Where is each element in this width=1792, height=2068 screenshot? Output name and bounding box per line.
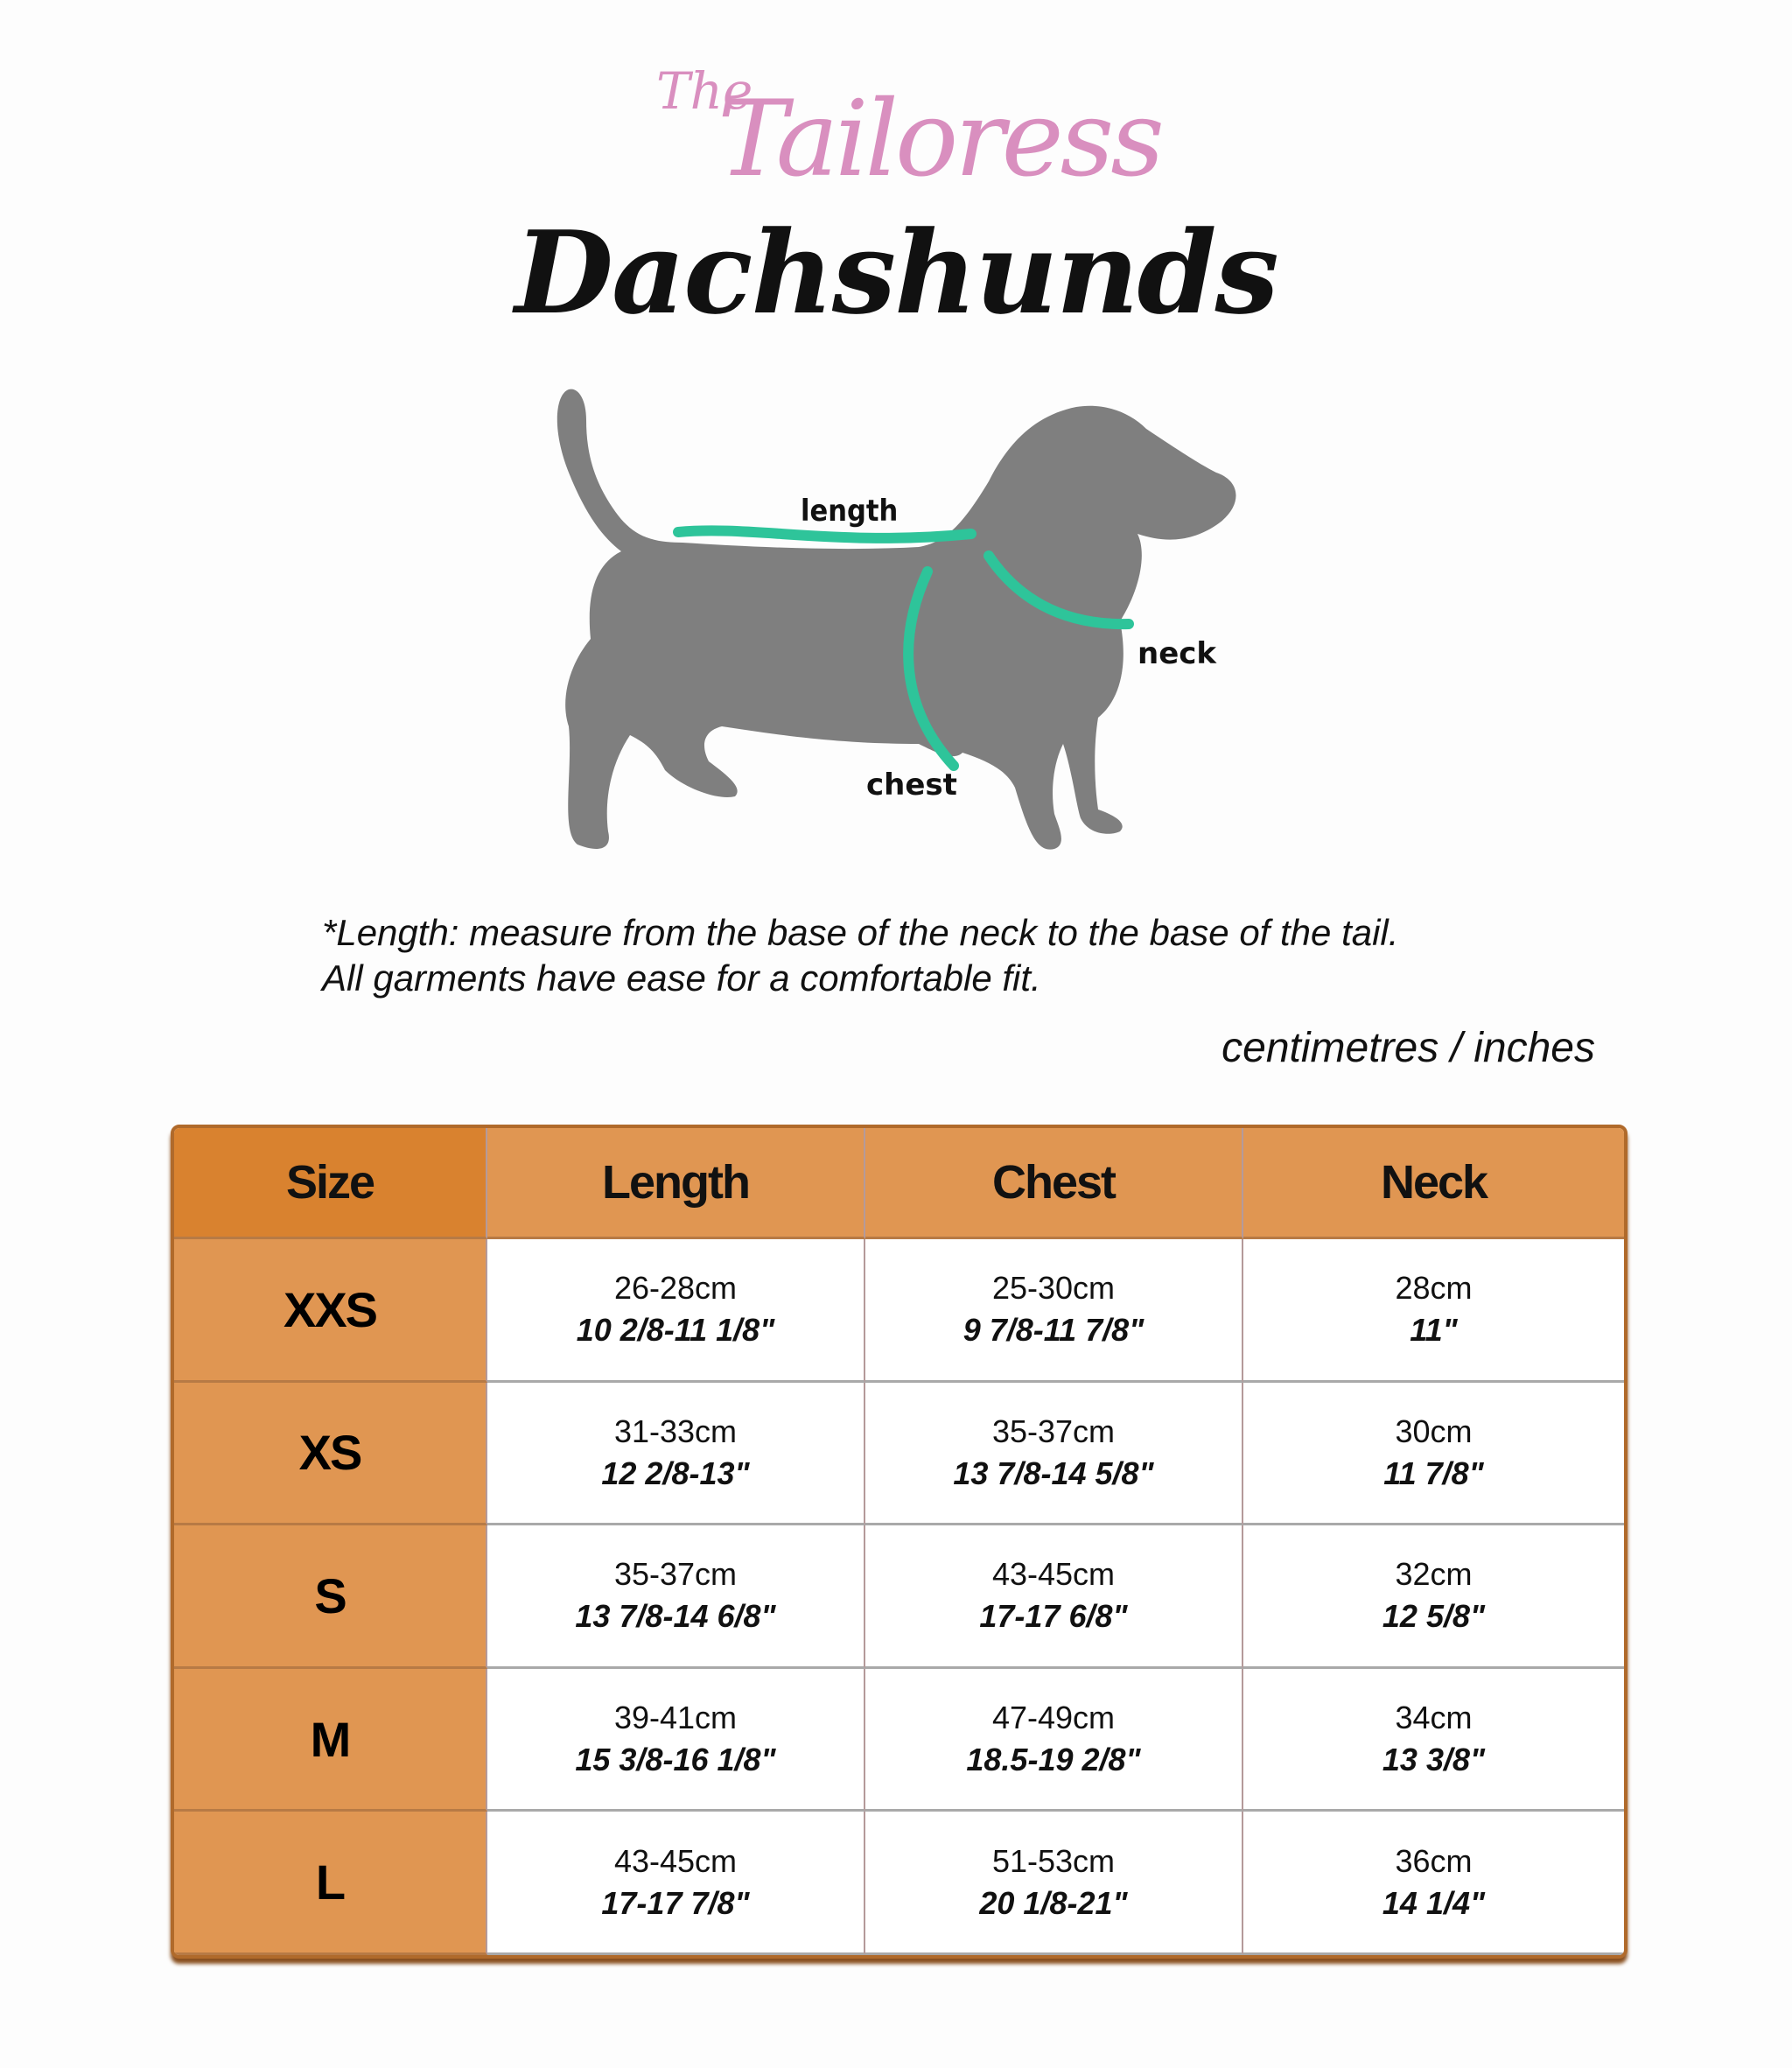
length-cell bbox=[487, 1812, 865, 1955]
neck-cell bbox=[1243, 1669, 1624, 1812]
note-line-2: All garments have ease for a comfortable fit. bbox=[322, 957, 1041, 999]
length-inches: 12 2/8-13" bbox=[601, 1455, 750, 1491]
neck-cell bbox=[1243, 1525, 1624, 1669]
chest-inches: 20 1/8-21" bbox=[979, 1884, 1128, 1921]
note-line-1: *Length: measure from the base of the neck to the base of the tail. bbox=[322, 912, 1399, 953]
chest-cell bbox=[865, 1812, 1243, 1955]
chest-label: chest bbox=[866, 768, 957, 803]
measurement-note bbox=[322, 910, 1398, 1001]
header-length: Length bbox=[487, 1128, 865, 1239]
neck-cm: 28cm bbox=[1395, 1270, 1473, 1307]
length-cell bbox=[487, 1383, 865, 1526]
neck-inches: 11" bbox=[1410, 1312, 1458, 1349]
header-chest: Chest bbox=[865, 1128, 1243, 1239]
units-label: centimetres / inches bbox=[1222, 1025, 1595, 1071]
length-inches: 17-17 7/8" bbox=[601, 1884, 750, 1921]
length-cell bbox=[487, 1525, 865, 1669]
brand-name: Tailoress bbox=[718, 79, 1161, 200]
length-inches: 15 3/8-16 1/8" bbox=[575, 1742, 776, 1778]
length-cm: 35-37cm bbox=[613, 1556, 738, 1593]
size-cell: XS bbox=[174, 1383, 487, 1526]
brand-prefix: The bbox=[656, 61, 753, 121]
chest-inches: 18.5-19 2/8" bbox=[966, 1742, 1141, 1778]
chest-cm: 47-49cm bbox=[991, 1700, 1116, 1736]
neck-label: neck bbox=[1138, 636, 1217, 671]
neck-inches: 11 7/8" bbox=[1383, 1455, 1484, 1491]
chest-cell bbox=[865, 1525, 1243, 1669]
neck-cell bbox=[1243, 1383, 1624, 1526]
dachshund-diagram bbox=[551, 376, 1260, 866]
neck-cm: 34cm bbox=[1395, 1700, 1473, 1736]
neck-cm: 36cm bbox=[1395, 1842, 1473, 1879]
chest-inches: 9 7/8-11 7/8" bbox=[962, 1312, 1144, 1349]
chest-cm: 51-53cm bbox=[991, 1842, 1116, 1879]
chest-inches: 13 7/8-14 5/8" bbox=[953, 1455, 1154, 1491]
neck-cm: 32cm bbox=[1395, 1556, 1473, 1593]
chest-cell bbox=[865, 1383, 1243, 1526]
length-cell bbox=[487, 1669, 865, 1812]
header-neck: Neck bbox=[1243, 1128, 1624, 1239]
neck-inches: 14 1/4" bbox=[1382, 1884, 1486, 1921]
length-cell bbox=[487, 1239, 865, 1383]
header-size: Size bbox=[174, 1128, 487, 1239]
brand-logo bbox=[648, 53, 1161, 219]
chest-cm: 25-30cm bbox=[991, 1270, 1116, 1307]
chest-cell bbox=[865, 1239, 1243, 1383]
page-title: Dachshunds bbox=[514, 206, 1278, 340]
neck-cell bbox=[1243, 1239, 1624, 1383]
neck-inches: 13 3/8" bbox=[1382, 1742, 1486, 1778]
neck-cell bbox=[1243, 1812, 1624, 1955]
length-cm: 39-41cm bbox=[613, 1700, 738, 1736]
neck-cm: 30cm bbox=[1395, 1413, 1473, 1449]
chest-cm: 35-37cm bbox=[991, 1413, 1116, 1449]
size-cell: S bbox=[174, 1525, 487, 1669]
length-inches: 10 2/8-11 1/8" bbox=[576, 1312, 775, 1349]
size-cell: XXS bbox=[174, 1239, 487, 1383]
length-label: length bbox=[801, 494, 899, 529]
length-cm: 26-28cm bbox=[613, 1270, 738, 1307]
length-tape bbox=[678, 530, 971, 538]
length-inches: 13 7/8-14 6/8" bbox=[575, 1598, 776, 1635]
chest-inches: 17-17 6/8" bbox=[979, 1598, 1128, 1635]
size-cell: L bbox=[174, 1812, 487, 1955]
length-cm: 43-45cm bbox=[613, 1842, 738, 1879]
chest-cm: 43-45cm bbox=[991, 1556, 1116, 1593]
length-cm: 31-33cm bbox=[613, 1413, 738, 1449]
neck-inches: 12 5/8" bbox=[1382, 1598, 1486, 1635]
size-cell: M bbox=[174, 1669, 487, 1812]
size-chart-table bbox=[171, 1125, 1628, 1959]
chest-cell bbox=[865, 1669, 1243, 1812]
